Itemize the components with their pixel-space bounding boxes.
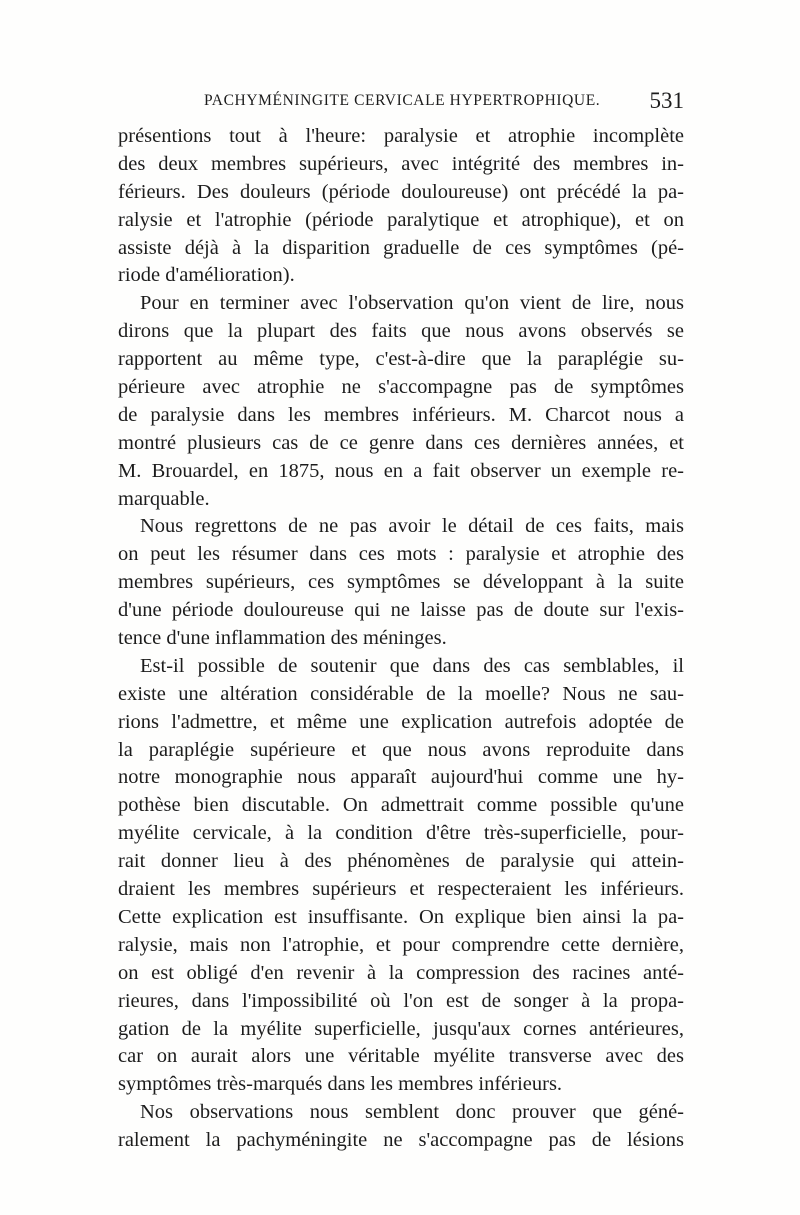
text-line: draient les membres supérieurs et respecteraient les inférieurs. xyxy=(118,878,684,901)
text-line: la paraplégie supérieure et que nous avons reproduite dans xyxy=(118,738,684,761)
running-title: PACHYMÉNINGITE CERVICALE HYPERTROPHIQUE. xyxy=(204,92,601,109)
text-line: rait donner lieu à des phénomènes de paralysie qui attein- xyxy=(118,850,684,873)
text-line: M. Brouardel, en 1875, nous en a fait observer un exemple re- xyxy=(118,459,684,482)
text-line: présentions tout à l'heure: paralysie et atrophie incomplète xyxy=(118,125,684,147)
text-line: Pour en terminer avec l'observation qu'on vient de lire, nous xyxy=(140,292,684,315)
text-line: riode d'amélioration). xyxy=(118,264,295,287)
text-line: périeure avec atrophie ne s'accompagne pas de symptômes xyxy=(118,376,684,399)
running-head xyxy=(118,88,684,122)
text-line: gation de la myélite superficielle, jusqu'aux cornes antérieures, xyxy=(118,1017,684,1040)
text-line: marquable. xyxy=(118,487,210,510)
text-line: dirons que la plupart des faits que nous avons observés se xyxy=(118,320,684,343)
text-line: on peut les résumer dans ces mots : paralysie et atrophie des xyxy=(118,543,684,566)
text-line: Cette explication est insuffisante. On explique bien ainsi la pa- xyxy=(118,905,684,928)
text-line: rieures, dans l'impossibilité où l'on est de songer à la propa- xyxy=(118,989,684,1012)
text-line: rions l'admettre, et même une explication autrefois adoptée de xyxy=(118,710,684,733)
text-line: de paralysie dans les membres inférieurs. M. Charcot nous a xyxy=(118,403,684,426)
text-line: ralysie et l'atrophie (période paralytique et atrophique), et on xyxy=(118,208,684,231)
text-line: montré plusieurs cas de ce genre dans ces dernières années, et xyxy=(118,431,684,454)
body-text xyxy=(118,123,684,1155)
text-line: assiste déjà à la disparition graduelle de ces symptômes (pé- xyxy=(118,236,684,259)
text-line: d'une période douloureuse qui ne laisse pas de doute sur l'exis- xyxy=(118,599,684,622)
page-number: 531 xyxy=(649,88,684,113)
text-line: tence d'une inflammation des méninges. xyxy=(118,627,447,650)
text-line: Nous regrettons de ne pas avoir le détail de ces faits, mais xyxy=(140,515,684,538)
text-line: rapportent au même type, c'est-à-dire que la paraplégie su- xyxy=(118,348,684,371)
text-line: membres supérieurs, ces symptômes se développant à la suite xyxy=(118,571,684,594)
text-line: pothèse bien discutable. On admettrait comme possible qu'une xyxy=(118,794,684,817)
text-line: symptômes très-marqués dans les membres inférieurs. xyxy=(118,1073,563,1096)
text-line: myélite cervicale, à la condition d'être très-superficielle, pour- xyxy=(118,822,684,845)
text-line: des deux membres supérieurs, avec intégrité des membres in- xyxy=(118,152,684,175)
text-line: existe une altération considérable de la moelle? Nous ne sau- xyxy=(118,682,684,705)
text-line: ralysie, mais non l'atrophie, et pour comprendre cette dernière, xyxy=(118,933,684,956)
text-line: notre monographie nous apparaît aujourd'hui comme une hy- xyxy=(118,766,684,789)
text-line: car on aurait alors une véritable myélite transverse avec des xyxy=(118,1045,684,1068)
text-line: férieurs. Des douleurs (période douloureuse) ont précédé la pa- xyxy=(118,180,684,203)
text-line: Nos observations nous semblent donc prouver que géné- xyxy=(140,1101,684,1124)
text-line: ralement la pachyméningite ne s'accompagne pas de lésions xyxy=(118,1129,684,1152)
text-line: Est-il possible de soutenir que dans des cas semblables, il xyxy=(140,654,684,677)
text-line: on est obligé d'en revenir à la compression des racines anté- xyxy=(118,961,684,984)
